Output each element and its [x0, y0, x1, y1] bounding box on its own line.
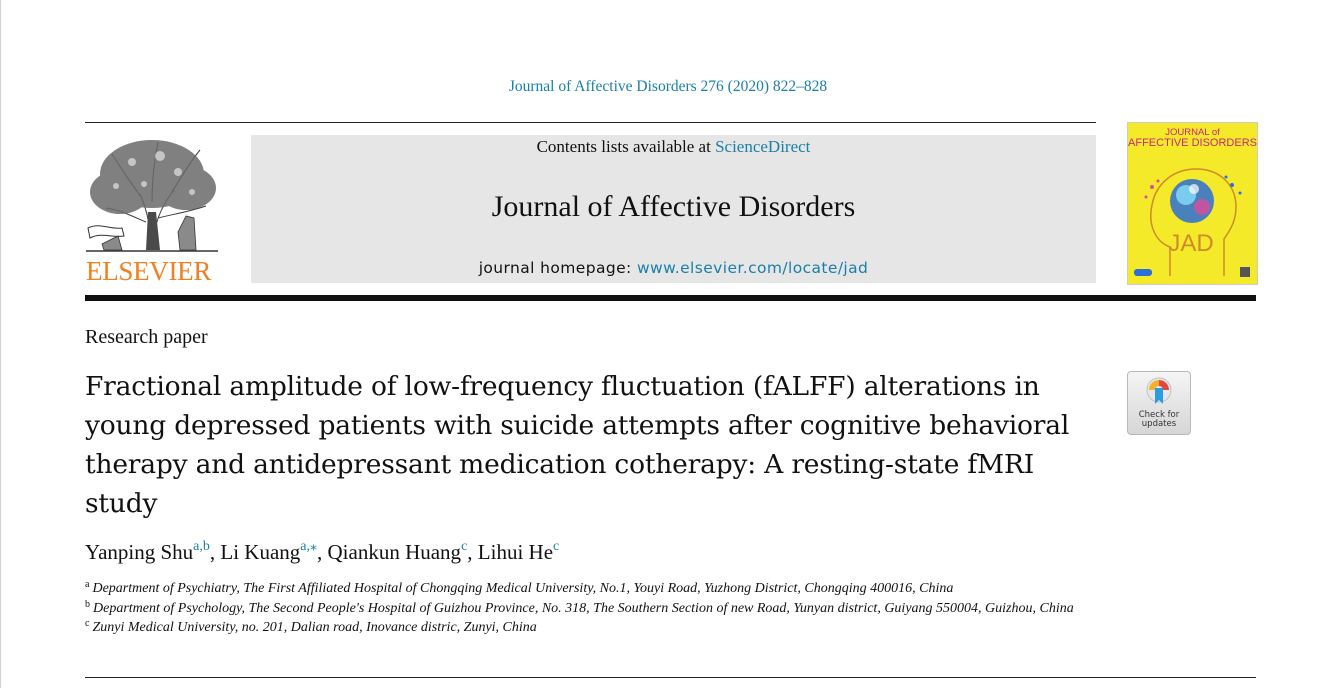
journal-cover-thumbnail[interactable]	[1127, 122, 1258, 285]
journal-banner	[251, 135, 1096, 283]
check-updates-line2: updates	[1141, 419, 1177, 429]
check-for-updates-button[interactable]	[1127, 371, 1191, 435]
affiliation-mark: c	[85, 618, 90, 629]
contents-lists-line	[251, 136, 1096, 158]
affiliation-mark: b	[85, 598, 90, 610]
author-affiliation-marker[interactable]: a,b	[193, 539, 210, 554]
author-list	[85, 538, 559, 566]
author-separator: ,	[467, 540, 478, 564]
affiliation-list	[85, 579, 1125, 638]
author-name[interactable]: Li Kuang	[220, 540, 301, 564]
cover-title	[1128, 128, 1257, 148]
affiliation-text: Department of Psychiatry, The First Affiliated Hospital of Chongqing Medical University, No.1, Youyi Road, Yuzhong District, Chongqing 400016, China	[92, 581, 954, 596]
header-top-rule	[85, 122, 1096, 123]
contents-prefix: Contents lists available at	[536, 137, 716, 156]
cover-title-line2: AFFECTIVE DISORDERS	[1128, 137, 1257, 149]
check-updates-text	[1128, 411, 1190, 429]
homepage-prefix: journal homepage:	[478, 259, 637, 277]
journal-homepage-line	[251, 259, 1096, 277]
author-affiliation-marker[interactable]: c	[553, 539, 560, 554]
header-thick-rule	[85, 295, 1256, 301]
cover-head-illustration	[1128, 151, 1257, 284]
section-bottom-rule	[85, 677, 1256, 678]
affiliation-item	[85, 599, 1125, 619]
affiliation-text: Zunyi Medical University, no. 201, Dalian road, Inovance distric, Zunyi, China	[92, 620, 537, 635]
author-affiliation-marker[interactable]: c	[461, 539, 468, 554]
page-edge	[0, 0, 1, 688]
cover-title-line1: JOURNAL of	[1165, 127, 1220, 138]
journal-homepage-link[interactable]: www.elsevier.com/locate/jad	[636, 259, 869, 277]
elsevier-logo-text: ELSEVIER	[86, 256, 212, 286]
journal-name: Journal of Affective Disorders	[491, 190, 856, 223]
affiliation-item	[85, 618, 1125, 638]
check-updates-line1: Check for	[1138, 410, 1180, 420]
author-name[interactable]: Qiankun Huang	[327, 540, 462, 564]
author-separator: ,	[317, 540, 328, 564]
journal-citation-link[interactable]: Journal of Affective Disorders 276 (2020) 822–828	[508, 78, 828, 95]
article-title: Fractional amplitude of low-frequency fluctuation (fALFF) alterations in young depressed patients with suicide attempts after cognitive behavioral therapy and antidepressant medication cotherapy: A resting-state fMRI study	[85, 371, 1070, 519]
author-name[interactable]: Lihui He	[477, 540, 554, 564]
sciencedirect-link[interactable]: ScienceDirect	[715, 137, 811, 156]
crossmark-icon	[1145, 376, 1173, 408]
affiliation-mark: a	[85, 579, 90, 590]
author-affiliation-marker[interactable]: a,⁎	[300, 539, 317, 554]
affiliation-item	[85, 579, 1125, 599]
author-separator: ,	[209, 540, 221, 564]
article-type: Research paper	[85, 326, 208, 348]
affiliation-text: Department of Psychology, The Second People's Hospital of Guizhou Province, No. 318, The Southern Section of new Road, Yunyan district, Guiyang 550004, Guizhou, China	[93, 600, 1074, 616]
cover-jad-logo: JAD	[1168, 230, 1214, 257]
author-name[interactable]: Yanping Shu	[85, 540, 194, 564]
